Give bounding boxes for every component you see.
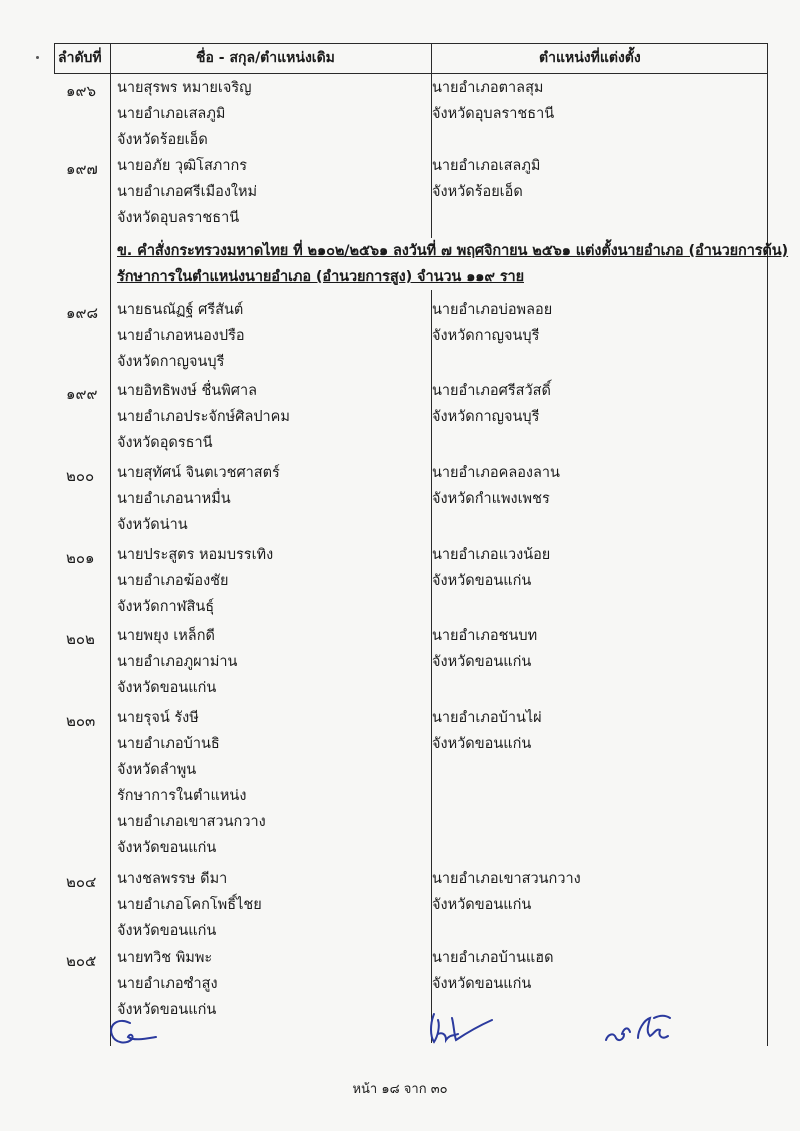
- row-name-old-position: นายสุรพร หมายเจริญ นายอำเภอเสลภูมิ จังหวัดร้อยเอ็ด: [117, 80, 252, 148]
- row-name-old-position: นายรุจน์ รังษี นายอำเภอบ้านธิ จังหวัดลำพูน รักษาการในตำแหน่ง นายอำเภอเขาสวนกวาง จังหวัดขอนแก่น: [117, 710, 266, 856]
- scan-speck: [36, 56, 39, 59]
- table-top-border: [54, 43, 768, 44]
- row-name-old-position: นายอิทธิพงษ์ ชื่นพิศาล นายอำเภอประจักษ์ศิลปาคม จังหวัดอุดรธานี: [117, 383, 290, 451]
- row-name-old-position: นายทวิช พิมพะ นายอำเภอซำสูง จังหวัดขอนแก่น: [117, 950, 218, 1018]
- table-right-border: [767, 43, 768, 1046]
- row-number: ๒๐๕: [66, 952, 97, 970]
- row-new-position: นายอำเภอเขาสวนกวาง จังหวัดขอนแก่น: [432, 871, 581, 913]
- row-number: ๒๐๑: [66, 549, 95, 567]
- order-heading-line-1: ข. คำสั่งกระทรวงมหาดไทย ที่ ๒๑๐๒/๒๕๖๑ ลงวันที่ ๗ พฤศจิกายน ๒๕๖๑ แต่งตั้งนายอำเภอ (อำนวยการต้น): [117, 243, 789, 259]
- row-number: ๒๐๓: [66, 712, 96, 730]
- row-number: ๒๐๒: [66, 630, 95, 648]
- row-new-position: นายอำเภอบ้านแฮด จังหวัดขอนแก่น: [432, 950, 554, 992]
- order-heading-line-2: รักษาการในตำแหน่งนายอำเภอ (อำนวยการสูง) จำนวน ๑๑๙ ราย: [117, 269, 524, 285]
- row-new-position: นายอำเภอคลองลาน จังหวัดกำแพงเพชร: [432, 465, 560, 507]
- row-new-position: นายอำเภอชนบท จังหวัดขอนแก่น: [432, 628, 538, 670]
- header-col-new-position: ตำแหน่งที่แต่งตั้ง: [539, 50, 641, 66]
- header-col-no: ลำดับที่: [58, 50, 102, 66]
- column-divider-2: [431, 43, 432, 238]
- row-name-old-position: นายอภัย วุฒิโสภากร นายอำเภอศรีเมืองใหม่ จังหวัดอุบลราชธานี: [117, 158, 258, 226]
- row-name-old-position: นายพยุง เหล็กดี นายอำเภอภูผาม่าน จังหวัดขอนแก่น: [117, 628, 238, 696]
- row-new-position: นายอำเภอบ้านไผ่ จังหวัดขอนแก่น: [432, 710, 542, 752]
- row-new-position: นายอำเภอแวงน้อย จังหวัดขอนแก่น: [432, 547, 551, 589]
- row-number: ๒๐๐: [66, 467, 95, 485]
- row-number: ๑๙๘: [66, 304, 99, 322]
- signature-right: [598, 1010, 678, 1050]
- row-number: ๑๙๗: [66, 160, 98, 178]
- row-name-old-position: นายสุทัศน์ จินตเวชศาสตร์ นายอำเภอนาหมื่น จังหวัดน่าน: [117, 465, 280, 533]
- page-number: หน้า ๑๘ จาก ๓๐: [352, 1082, 448, 1097]
- order-heading: [117, 240, 788, 288]
- signature-middle: [422, 1008, 502, 1052]
- row-new-position: นายอำเภอบ่อพลอย จังหวัดกาญจนบุรี: [432, 302, 553, 344]
- table-left-border: [54, 43, 55, 74]
- column-divider-1: [110, 43, 111, 1046]
- signature-left: [104, 1015, 164, 1051]
- row-name-old-position: นางชลพรรษ ดีมา นายอำเภอโคกโพธิ์ไชย จังหวัดขอนแก่น: [117, 871, 262, 939]
- row-new-position: นายอำเภอเสลภูมิ จังหวัดร้อยเอ็ด: [432, 158, 541, 200]
- row-new-position: นายอำเภอศรีสวัสดิ์ จังหวัดกาญจนบุรี: [432, 383, 551, 425]
- row-new-position: นายอำเภอตาลสุม จังหวัดอุบลราชธานี: [432, 80, 555, 122]
- row-name-old-position: นายประสูตร หอมบรรเทิง นายอำเภอฆ้องชัย จังหวัดกาฬสินธุ์: [117, 547, 274, 615]
- row-number: ๒๐๔: [66, 873, 97, 891]
- row-number: ๑๙๖: [66, 82, 97, 100]
- row-number: ๑๙๙: [66, 385, 98, 403]
- row-name-old-position: นายธนณัฏฐ์ ศรีสันต์ นายอำเภอหนองปรือ จังหวัดกาญจนบุรี: [117, 302, 245, 370]
- header-col-name: ชื่อ - สกุล/ตำแหน่งเดิม: [196, 50, 335, 66]
